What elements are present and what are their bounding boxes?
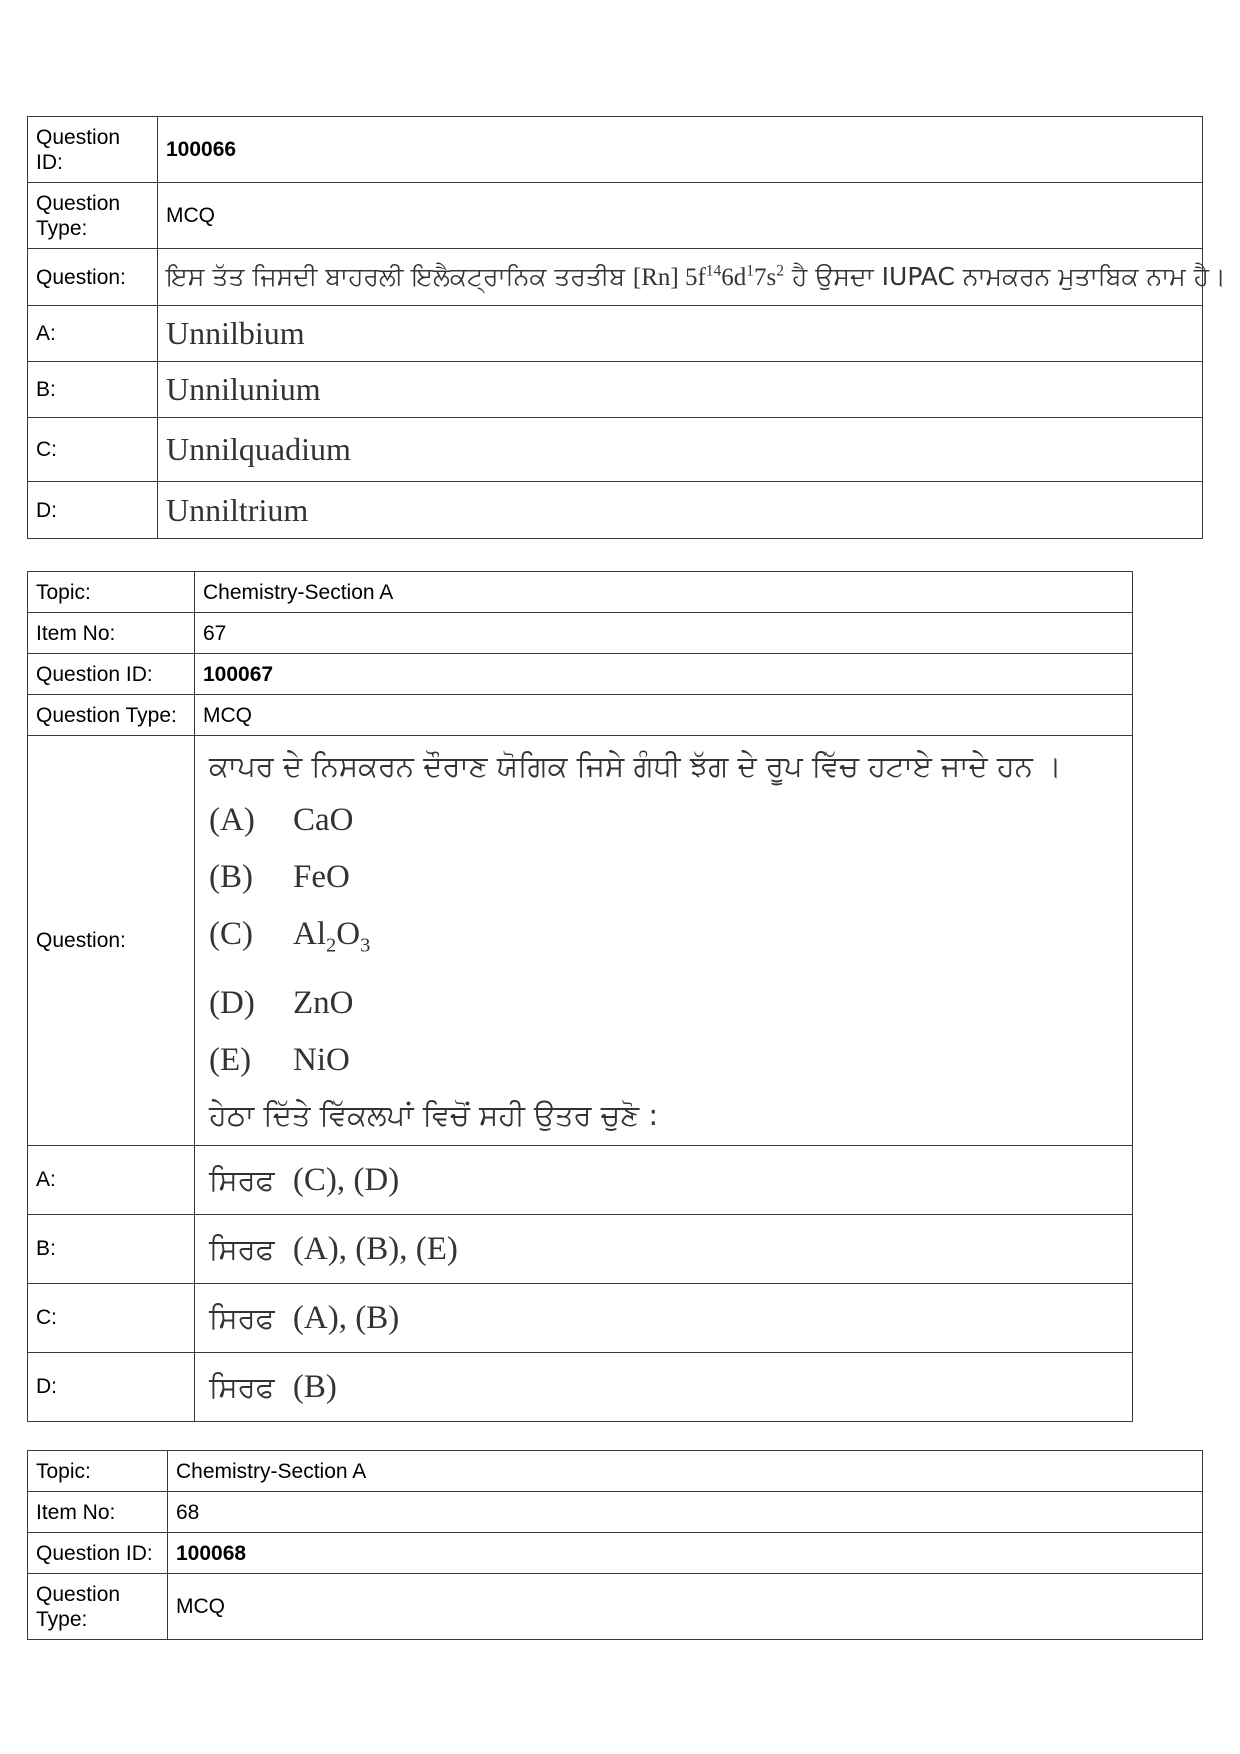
question-id-label: Question ID: <box>28 1533 168 1574</box>
option-d-text: ਸਿਰਫ (B) <box>195 1352 1133 1421</box>
question-stem: ਕਾਪਰ ਦੇ ਨਿਸਕਰਨ ਦੌਰਾਣ ਯੋਗਿਕ ਜਿਸੇ ਗੰਧੀ ਝੱਗ ਦੇ ਰੂਪ ਵਿੱਚ ਹਟਾਏ ਜਾਦੇ ਹਨ । <box>209 749 1062 783</box>
item-no-label: Item No: <box>28 613 195 654</box>
list-item: (B) FeO <box>209 859 350 895</box>
option-d-label: D: <box>28 482 158 539</box>
item-no-value: 68 <box>168 1492 1203 1533</box>
option-c-text: ਸਿਰਫ (A), (B) <box>195 1283 1133 1352</box>
list-item: (D) ZnO <box>209 984 354 1021</box>
list-item: (C) $Al_2O_3$ <box>209 916 371 957</box>
option-c-label: C: <box>28 418 158 482</box>
topic-label: Topic: <box>28 572 195 613</box>
topic-value: Chemistry-Section A <box>195 572 1133 613</box>
item-no-value: 67 <box>195 613 1133 654</box>
list-item: (E) NiO <box>209 1041 350 1078</box>
question-type-label: Question Type: <box>28 695 195 736</box>
option-d-label: D: <box>28 1352 195 1421</box>
question-type-label: Question Type: <box>28 1574 168 1640</box>
question-type-label: Question Type: <box>28 183 158 249</box>
question-id-value: 100068 <box>168 1533 1203 1574</box>
question-id-value: 100067 <box>195 654 1133 695</box>
option-a-text: Unnilbium <box>158 306 1203 362</box>
item-no-label: Item No: <box>28 1492 168 1533</box>
question-type-value: MCQ <box>158 183 1203 249</box>
question-instruction: ਹੇਠਾ ਦਿੱਤੇ ਵਿੱਕਲਪਾਂ ਵਿਚੋਂ ਸਹੀ ਉਤਰ ਚੁਣੋ : <box>209 1097 659 1132</box>
question-label: Question: <box>28 736 195 1146</box>
option-a-text: ਸਿਰਫ (C), (D) <box>195 1145 1133 1214</box>
option-b-text: Unnilunium <box>158 362 1203 418</box>
question-id-label: Question ID: <box>28 117 158 183</box>
option-d-text: Unniltrium <box>158 482 1203 539</box>
question-type-value: MCQ <box>195 695 1133 736</box>
question-table-100068 <box>27 1450 1203 1640</box>
question-id-value: 100066 <box>158 117 1203 183</box>
topic-value: Chemistry-Section A <box>168 1451 1203 1492</box>
option-c-text: Unnilquadium <box>158 418 1203 482</box>
question-label: Question: <box>28 249 158 306</box>
question-type-value: MCQ <box>168 1574 1203 1640</box>
option-b-label: B: <box>28 1214 195 1283</box>
topic-label: Topic: <box>28 1451 168 1492</box>
list-item: (A) CaO <box>209 802 354 838</box>
option-b-label: B: <box>28 362 158 418</box>
option-b-text: ਸਿਰਫ (A), (B), (E) <box>195 1214 1133 1283</box>
option-c-label: C: <box>28 1283 195 1352</box>
question-id-label: Question ID: <box>28 654 195 695</box>
option-a-label: A: <box>28 306 158 362</box>
option-a-label: A: <box>28 1145 195 1214</box>
question-stem: ਇਸ ਤੱਤ ਜਿਸਦੀ ਬਾਹਰਲੀ ਇਲੈਕਟ੍ਰਾਨਿਕ ਤਰਤੀਬ [Rn] $5f^{14}6d^17s^2$ ਹੈ ਉਸਦਾ IUPAC ਨਾਮਕਰਨ ਮੁਤਾਬਿਕ ਨਾਮ ਹੈ। <box>158 249 1203 306</box>
